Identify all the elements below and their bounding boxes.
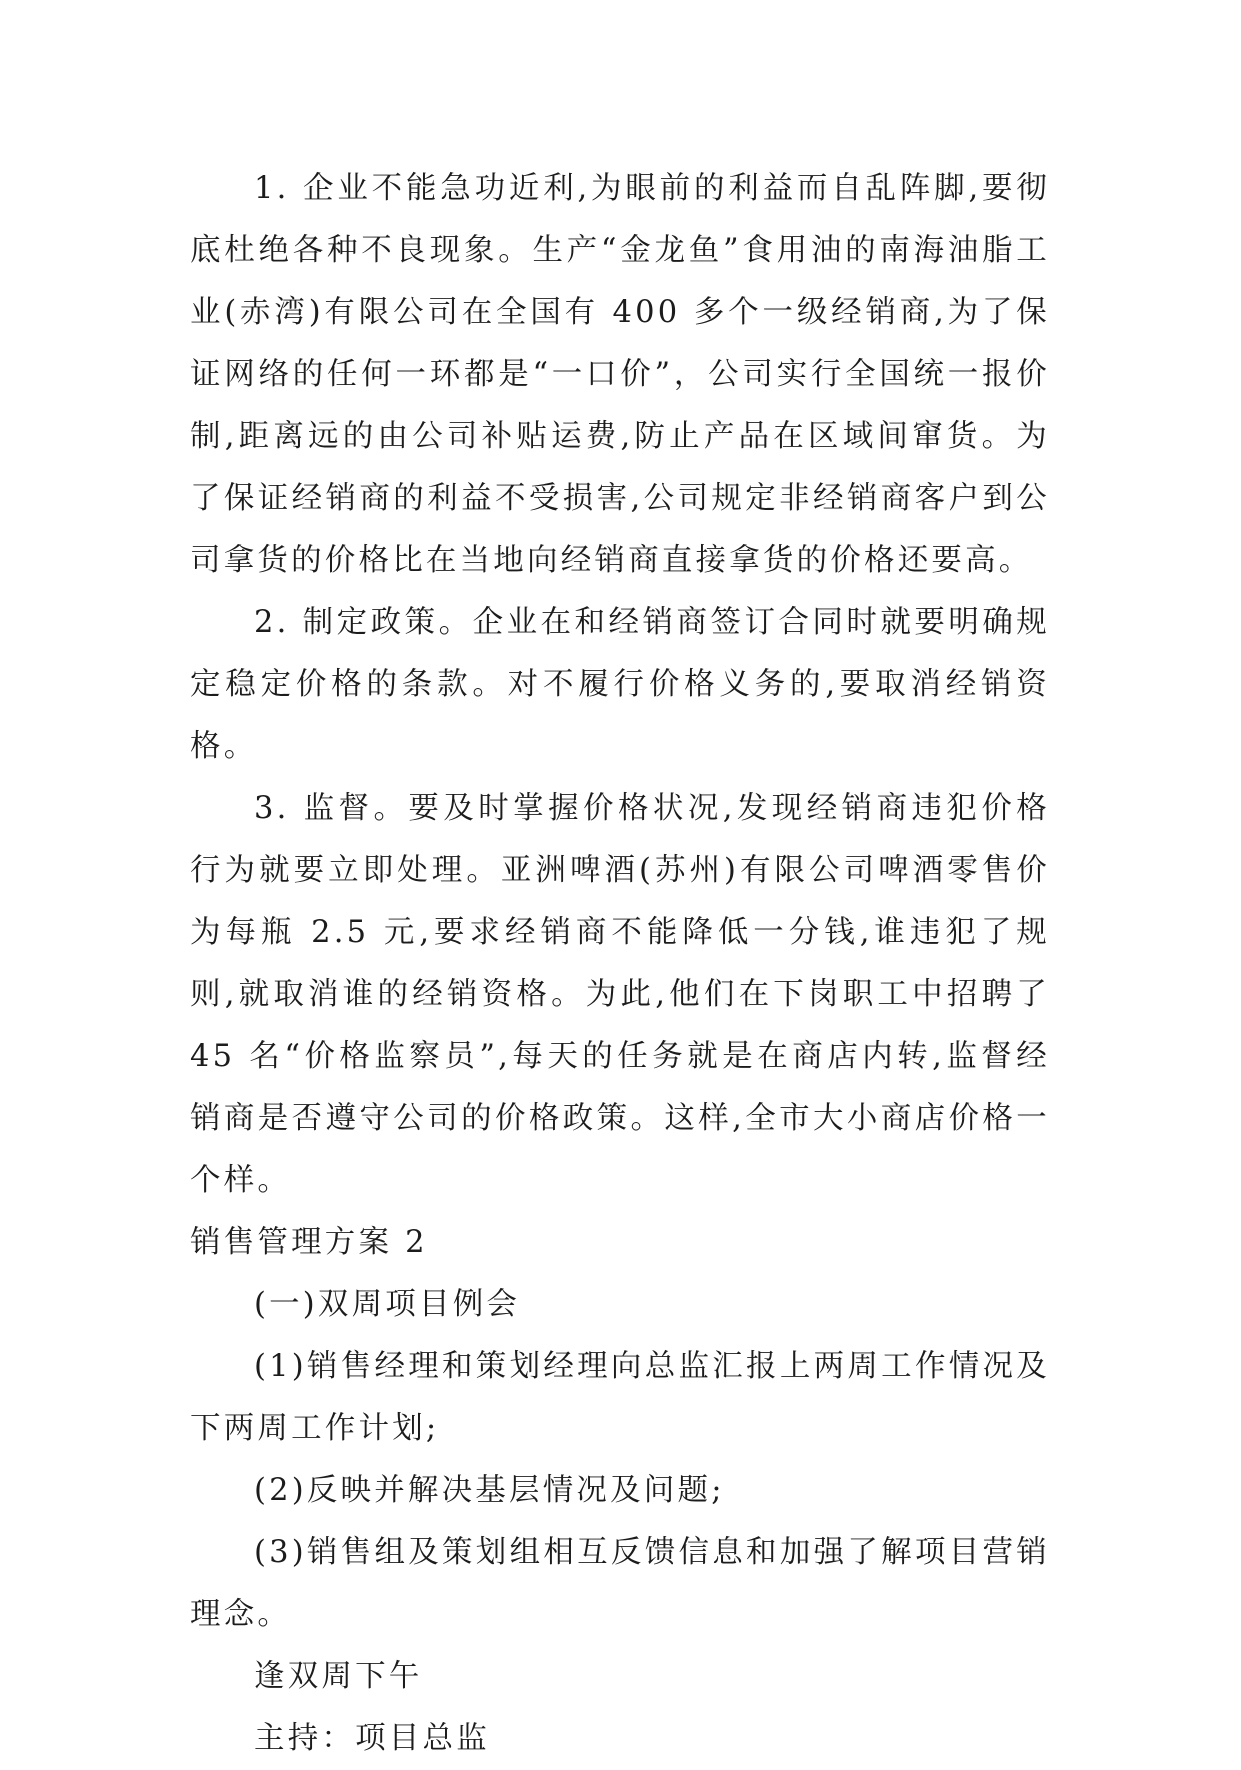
section-heading: 销售管理方案 2 <box>190 1225 428 1260</box>
list-item: (3)销售组及策划组相互反馈信息和加强了解项目营销理念。 <box>190 1535 1050 1632</box>
meeting-host: 主持：项目总监 <box>254 1721 490 1756</box>
paragraph-policy: 2. 制定政策。企业在和经销商签订合同时就要明确规定稳定价格的条款。对不履行价格义务的,要取消经销资格。 <box>190 605 1050 764</box>
list-item: (2)反映并解决基层情况及问题; <box>254 1473 725 1508</box>
list-item: (1)销售经理和策划经理向总监汇报上两周工作情况及下两周工作计划; <box>190 1349 1050 1446</box>
subsection-heading: (一)双周项目例会 <box>254 1287 521 1322</box>
paragraph-supervision: 3. 监督。要及时掌握价格状况,发现经销商违犯价格行为就要立即处理。亚洲啤酒(苏州)有限公司啤酒零售价为每瓶 2.5 元,要求经销商不能降低一分钱,谁违犯了规则,就取消谁的经销资格。为此,他们在下岗职工中招聘了 45 名“价格监察员”,每天的任务就是在商店内转,监督经销商是否遵守公司的价格政策。这样,全市大小商店价格一个样。 <box>190 791 1050 1198</box>
paragraph-price-discipline: 1. 企业不能急功近利,为眼前的利益而自乱阵脚,要彻底杜绝各种不良现象。生产“金龙鱼”食用油的南海油脂工业(赤湾)有限公司在全国有 400 多个一级经销商,为了保证网络的任何一环都是“一口价”，公司实行全国统一报价制,距离远的由公司补贴运费,防止产品在区域间窜货。为了保证经销商的利益不受损害,公司规定非经销商客户到公司拿货的价格比在当地向经销商直接拿货的价格还要高。 <box>190 171 1050 578</box>
document-body <box>190 158 1050 1770</box>
meeting-time: 逢双周下午 <box>254 1659 423 1694</box>
